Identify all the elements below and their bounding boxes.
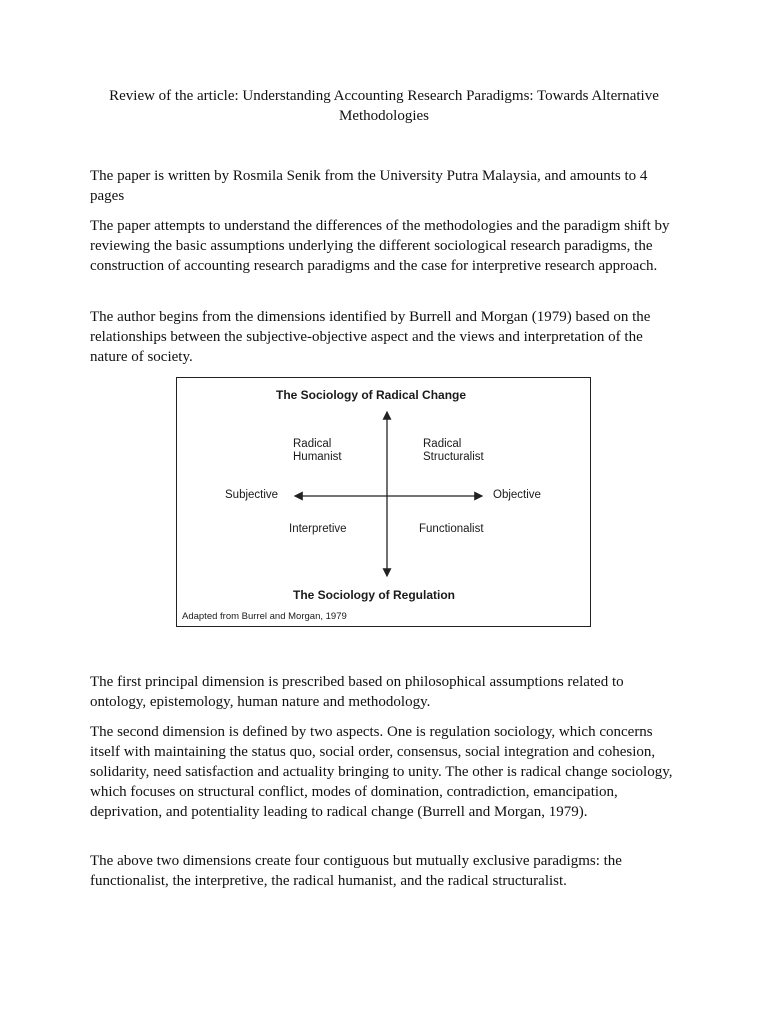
paragraph-purpose: The paper attempts to understand the differences of the methodologies and the paradigm shift by reviewing the basic assumptions underlying the different sociological research paradigms, the construction of accounting research paradigms and the case for interpretive research approach. [90,218,670,274]
paragraph-dimensions-intro: The author begins from the dimensions identified by Burrell and Morgan (1979) based on the relationships between the subjective-objective aspect and the views and interpretation of the nature of society. [90,309,651,365]
document-title: Review of the article: Understanding Accounting Research Paradigms: Towards Alternative Methodologies [109,88,659,124]
paragraph-second-dimension: The second dimension is defined by two aspects. One is regulation sociology, which concerns itself with maintaining the status quo, social order, consensus, social integration and cohesion, solidarity, need satisfaction and actuality bringing to unity. The other is radical change sociology, which focuses on structural conflict, modes of domination, contradiction, emancipation, deprivation, and potentiality leading to radical change (Burrell and Morgan, 1979). [90,724,673,820]
quadrant-functionalist: Functionalist [419,523,484,535]
paragraph-author: The paper is written by Rosmila Senik from the University Putra Malaysia, and amounts to 4 pages [90,168,648,204]
paragraph-first-dimension: The first principal dimension is prescribed based on philosophical assumptions related to ontology, epistemology, human nature and methodology. [90,674,624,710]
figure-caption: Adapted from Burrel and Morgan, 1979 [182,611,347,622]
radical-change-heading: The Sociology of Radical Change [276,388,467,402]
quadrant-radical-humanist: Radical Humanist [293,438,342,463]
regulation-heading: The Sociology of Regulation [293,588,455,602]
objective-label: Objective [493,489,541,501]
quadrant-radical-structuralist: Radical Structuralist [423,438,484,463]
subjective-label: Subjective [225,489,279,501]
paragraph-four-paradigms: The above two dimensions create four contiguous but mutually exclusive paradigms: the functionalist, the interpretive, the radical humanist, and the radical structuralist. [90,853,622,889]
quadrant-interpretive: Interpretive [289,523,347,535]
paradigm-diagram [176,377,591,627]
